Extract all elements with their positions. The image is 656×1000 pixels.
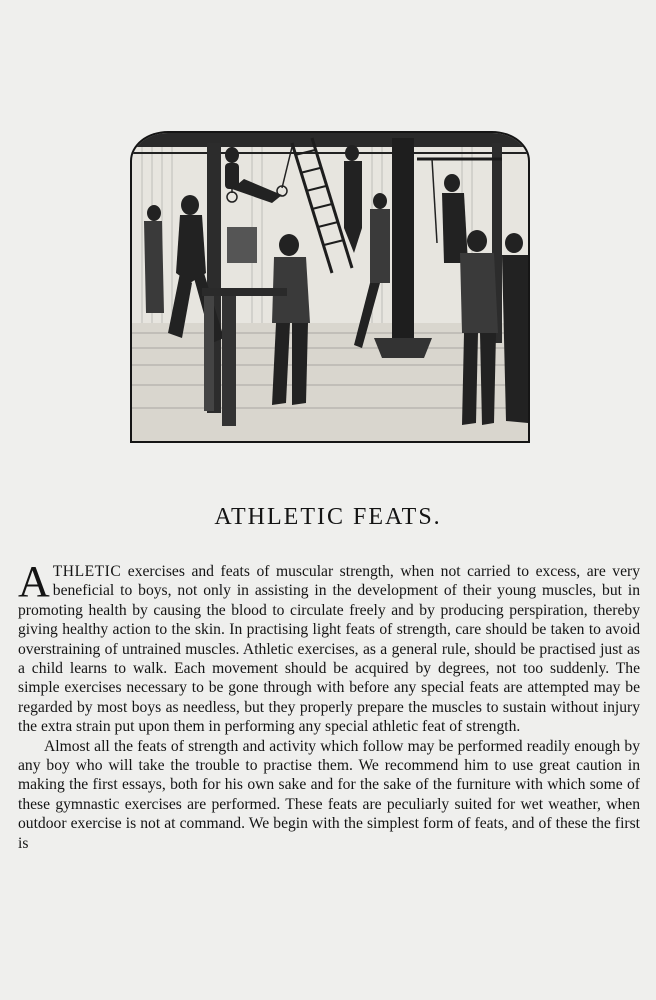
gymnasium-engraving xyxy=(132,133,528,441)
ceiling-beam xyxy=(132,133,528,147)
paragraph-1-text: exercises and feats of muscular strength, when not carried to excess, are very beneficial to boys, not only in assisting in the development of their young muscles, but in promoting health by causing the blood to circulate freely and by producing perspiration, thereby giving healthy action to the skin. In practising light feats of strength, care should be taken to avoid overstraining of untrained muscles. Athletic exercises, as a general rule, should be practised just as a child learns to walk. Each movement should be acquired by degrees, not too suddenly. The simple exercises necessary to be gone through with before any special feats are attempted may be regarded by most boys as needless, but they properly prepare the muscles to sustain without injury the extra strain put upon them in performing any special athletic feat of strength. xyxy=(18,563,640,736)
drop-cap: A xyxy=(18,557,50,606)
article-body xyxy=(18,557,640,853)
paragraph-1 xyxy=(18,557,640,737)
paragraph-2: Almost all the feats of strength and activity which follow may be performed readily enough by any boy who will take the trouble to practise them. We recommend him to use great caution in making the first essays, both for his own sake and for the sake of the furniture with which some of these gymnastic exercises are performed. These feats are peculiarly suited for wet weather, when outdoor exercise is not at command. We begin with the simplest form of feats, and of these the first is xyxy=(18,737,640,852)
chapter-title: ATHLETIC FEATS. xyxy=(214,504,442,530)
lead-word: THLETIC xyxy=(52,563,122,580)
gymnasium-illustration xyxy=(130,131,530,443)
center-pillar xyxy=(392,138,414,358)
